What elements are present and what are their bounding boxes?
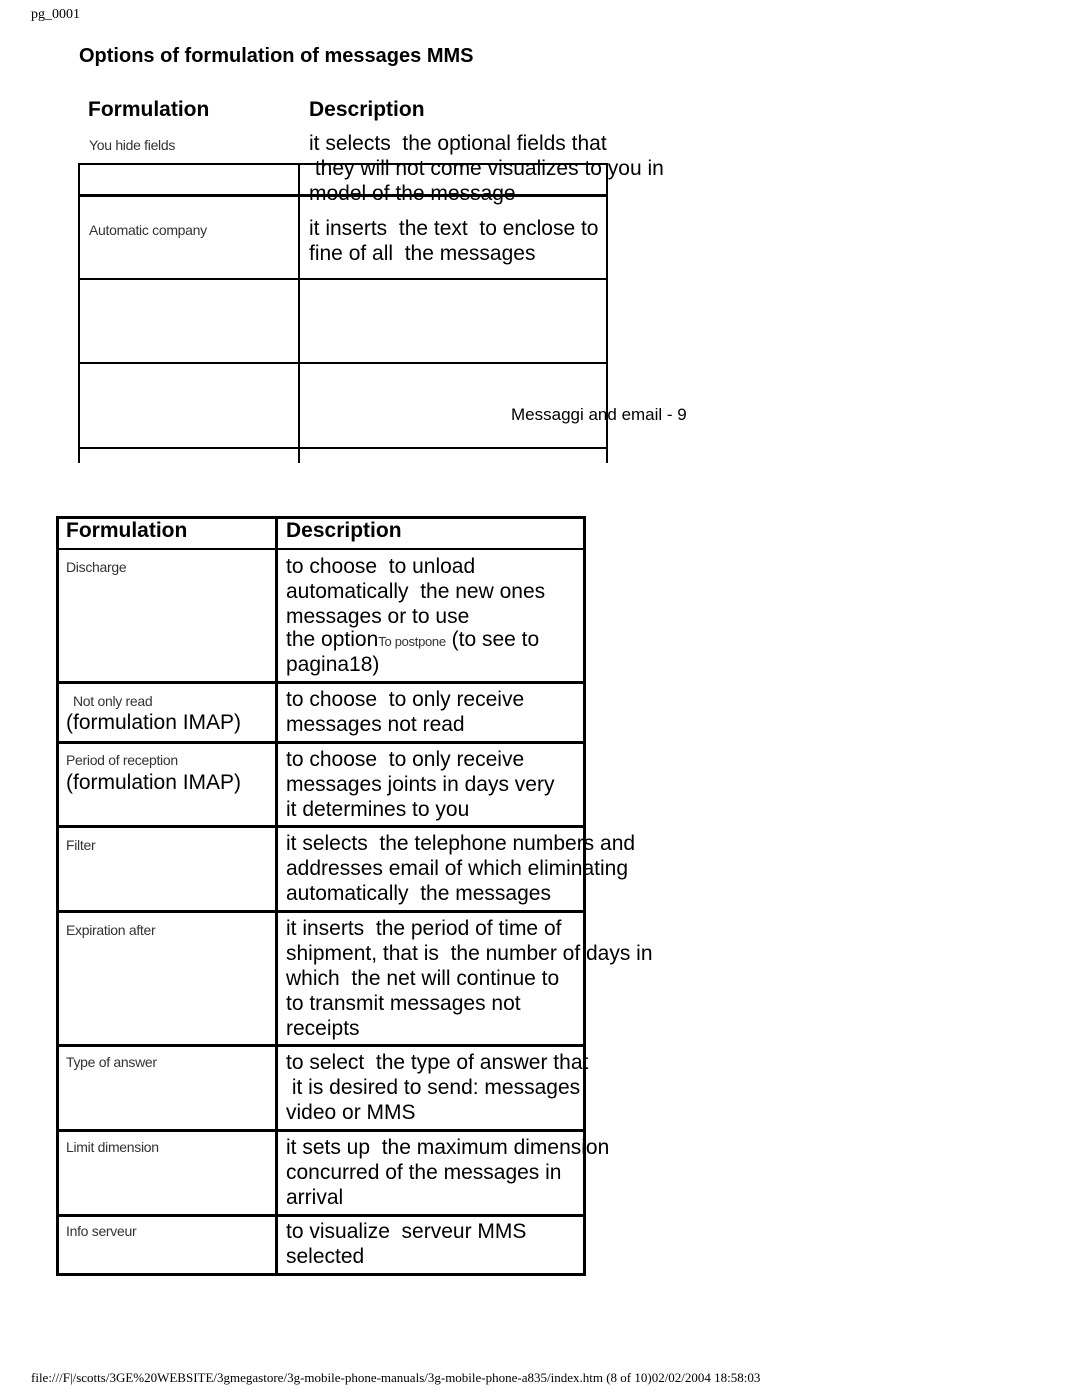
table1-header-description: Description	[309, 98, 425, 121]
table2-row-5-description: it inserts the period of time of shipment, that is the number of days in which the net will continue to to transmit messages not receipts	[286, 917, 653, 1040]
table1-rule	[298, 163, 300, 463]
page-number: Messaggi and email - 9	[511, 405, 687, 424]
table2-rule	[56, 516, 59, 1276]
table2-rule	[56, 741, 586, 744]
table2-row-3-formulation: Period of reception	[66, 752, 178, 768]
page-title: Options of formulation of messages MMS	[79, 45, 474, 67]
table2-rule	[275, 516, 278, 1276]
table2-row-1-description-last: pagina18)	[286, 653, 380, 676]
table1-rule	[78, 362, 608, 364]
table2-rule	[56, 1129, 586, 1132]
table2-row-1-formulation: Discharge	[66, 559, 127, 575]
table2-row-5-formulation: Expiration after	[66, 922, 156, 938]
page-id: pg_0001	[31, 7, 80, 22]
table2-row-6-formulation: Type of answer	[66, 1054, 157, 1070]
table2-row-2-formulation: Not only read	[73, 693, 153, 709]
table2-row-7-description: it sets up the maximum dimension concurred of the messages in arrival	[286, 1136, 610, 1209]
extra-suffix: (to see to	[445, 628, 540, 651]
table1-row-2-description: it inserts the text to enclose to fine of all the messages	[309, 217, 599, 265]
table1-row-1-formulation: You hide fields	[89, 137, 176, 153]
table2-rule	[56, 681, 586, 684]
table2-row-7-formulation: Limit dimension	[66, 1139, 159, 1155]
table1-row-2-formulation: Automatic company	[89, 222, 207, 238]
table2-row-3-note: (formulation IMAP)	[66, 771, 242, 794]
table2-rule	[56, 1044, 586, 1047]
extra-prefix: the option	[286, 628, 379, 651]
table2-row-8-formulation: Info serveur	[66, 1223, 137, 1239]
table2-row-6-description: to select the type of answer that it is desired to send: messages video or MMS	[286, 1051, 589, 1124]
extra-small: To postpone	[378, 634, 446, 649]
table2-rule	[56, 1214, 586, 1217]
table2-row-2-note: (formulation IMAP)	[66, 711, 242, 734]
table2-row-4-description: it selects the telephone numbers and addresses email of which eliminating automatically the messages	[286, 832, 636, 905]
table2-rule	[56, 1273, 586, 1276]
table2-header-formulation: Formulation	[66, 519, 188, 542]
table1-rule	[78, 447, 608, 449]
table1-rule	[78, 278, 608, 280]
table2-rule	[56, 910, 586, 913]
table2-row-4-formulation: Filter	[66, 837, 96, 853]
table1-row-1-description: it selects the optional fields that they will not come visualizes to you in model of the message	[309, 132, 664, 205]
table2-row-1-description: to choose to unload automatically the new ones messages or to use	[286, 555, 546, 628]
table2-header-description: Description	[286, 519, 402, 542]
table2-rule	[56, 825, 586, 828]
table2-row-3-description: to choose to only receive messages joints in days very it determines to you	[286, 748, 555, 821]
table2-row-8-description: to visualize serveur MMS selected	[286, 1220, 527, 1268]
footer-file-path: file:///F|/scotts/3GE%20WEBSITE/3gmegastore/3g-mobile-phone-manuals/3g-mobile-phone-a835/index.htm (8 of 10)02/02/2004 18:58:03	[31, 1370, 761, 1385]
table1-header-formulation: Formulation	[88, 98, 210, 121]
table2-row-2-description: to choose to only receive messages not read	[286, 688, 525, 736]
table1-rule	[78, 163, 80, 463]
table2-rule	[56, 548, 586, 550]
table2-row-1-description-extra	[286, 627, 539, 654]
